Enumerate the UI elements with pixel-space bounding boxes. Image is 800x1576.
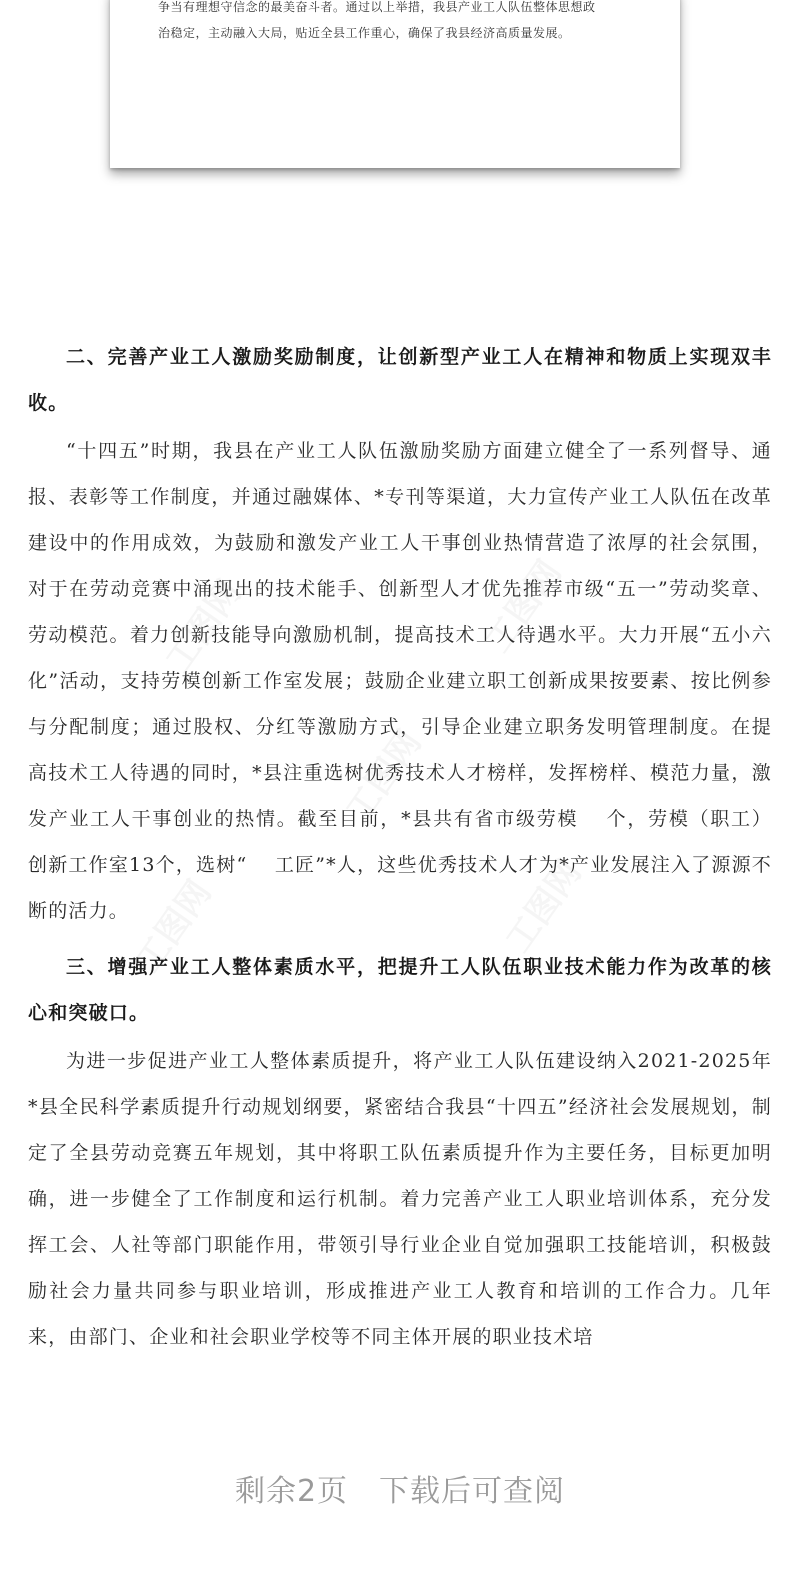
watermark: 工图网	[498, 853, 590, 960]
section-heading-two: 二、完善产业工人激励奖励制度，让创新型产业工人在精神和物质上实现双丰收。	[28, 346, 772, 414]
page-preview-card	[110, 0, 680, 168]
section-paragraph-three: 为进一步促进产业工人整体素质提升，将产业工人队伍建设纳入2021-2025年*县全民科学素质提升行动规划纲要，紧密结合我县“十四五”经济社会发展规划，制定了全县劳动竞赛五年规划，其中将职工队伍素质提升作为主要任务，目标更加明确，进一步健全了工作制度和运行机制。着力完善产业工人职业培训体系，充分发挥工会、人社等部门职能作用，带领引导行业企业自觉加强职工技能培训，积极鼓励社会力量共同参与职业培训，形成推进产业工人教育和培训的工作合力。几年来，由部门、企业和社会职业学校等不同主体开展的职业技术培	[28, 1050, 772, 1348]
watermark: 工图网	[338, 723, 430, 830]
page-preview-text	[158, 0, 648, 46]
remaining-pages-banner[interactable]: 剩余2页 下载后可查阅	[234, 1474, 566, 1509]
page-preview-line: 争当有理想守信念的最美奋斗者。通过以上举措，我县产业工人队伍整体思想政	[158, 0, 596, 14]
page-preview-line: 治稳定，主动融入大局，贴近全县工作重心，确保了我县经济高质量发展。	[158, 26, 571, 40]
section-paragraph-two: “十四五”时期，我县在产业工人队伍激励奖励方面建立健全了一系列督导、通报、表彰等工作制度，并通过融媒体、*专刊等渠道，大力宣传产业工人队伍在改革建设中的作用成效，为鼓励和激发产业工人干事创业热情营造了浓厚的社会氛围，对于在劳动竞赛中涌现出的技术能手、创新型人才优先推荐市级“五一”劳动奖章、劳动模范。着力创新技能导向激励机制，提高技术工人待遇水平。大力开展“五小六化”活动，支持劳模创新工作室发展；鼓励企业建立职工创新成果按要素、按比例参与分配制度；通过股权、分红等激励方式，引导企业建立职务发明管理制度。在提高技术工人待遇的同时，*县注重选树优秀技术人才榜样，发挥榜样、模范力量，激发产业工人干事创业的热情。截至目前，*县共有省市级劳模 个，劳模（职工）创新工作室13个，选树“ 工匠”*人，这些优秀技术人才为*产业发展注入了源源不断的活力。	[28, 440, 772, 922]
document-body	[28, 334, 772, 1360]
watermark: 工图网	[158, 573, 250, 680]
watermark: 工图网	[128, 873, 220, 980]
section-heading-three: 三、增强产业工人整体素质水平，把提升工人队伍职业技术能力作为改革的核心和突破口。	[28, 956, 772, 1024]
watermark: 工图网	[478, 553, 570, 660]
